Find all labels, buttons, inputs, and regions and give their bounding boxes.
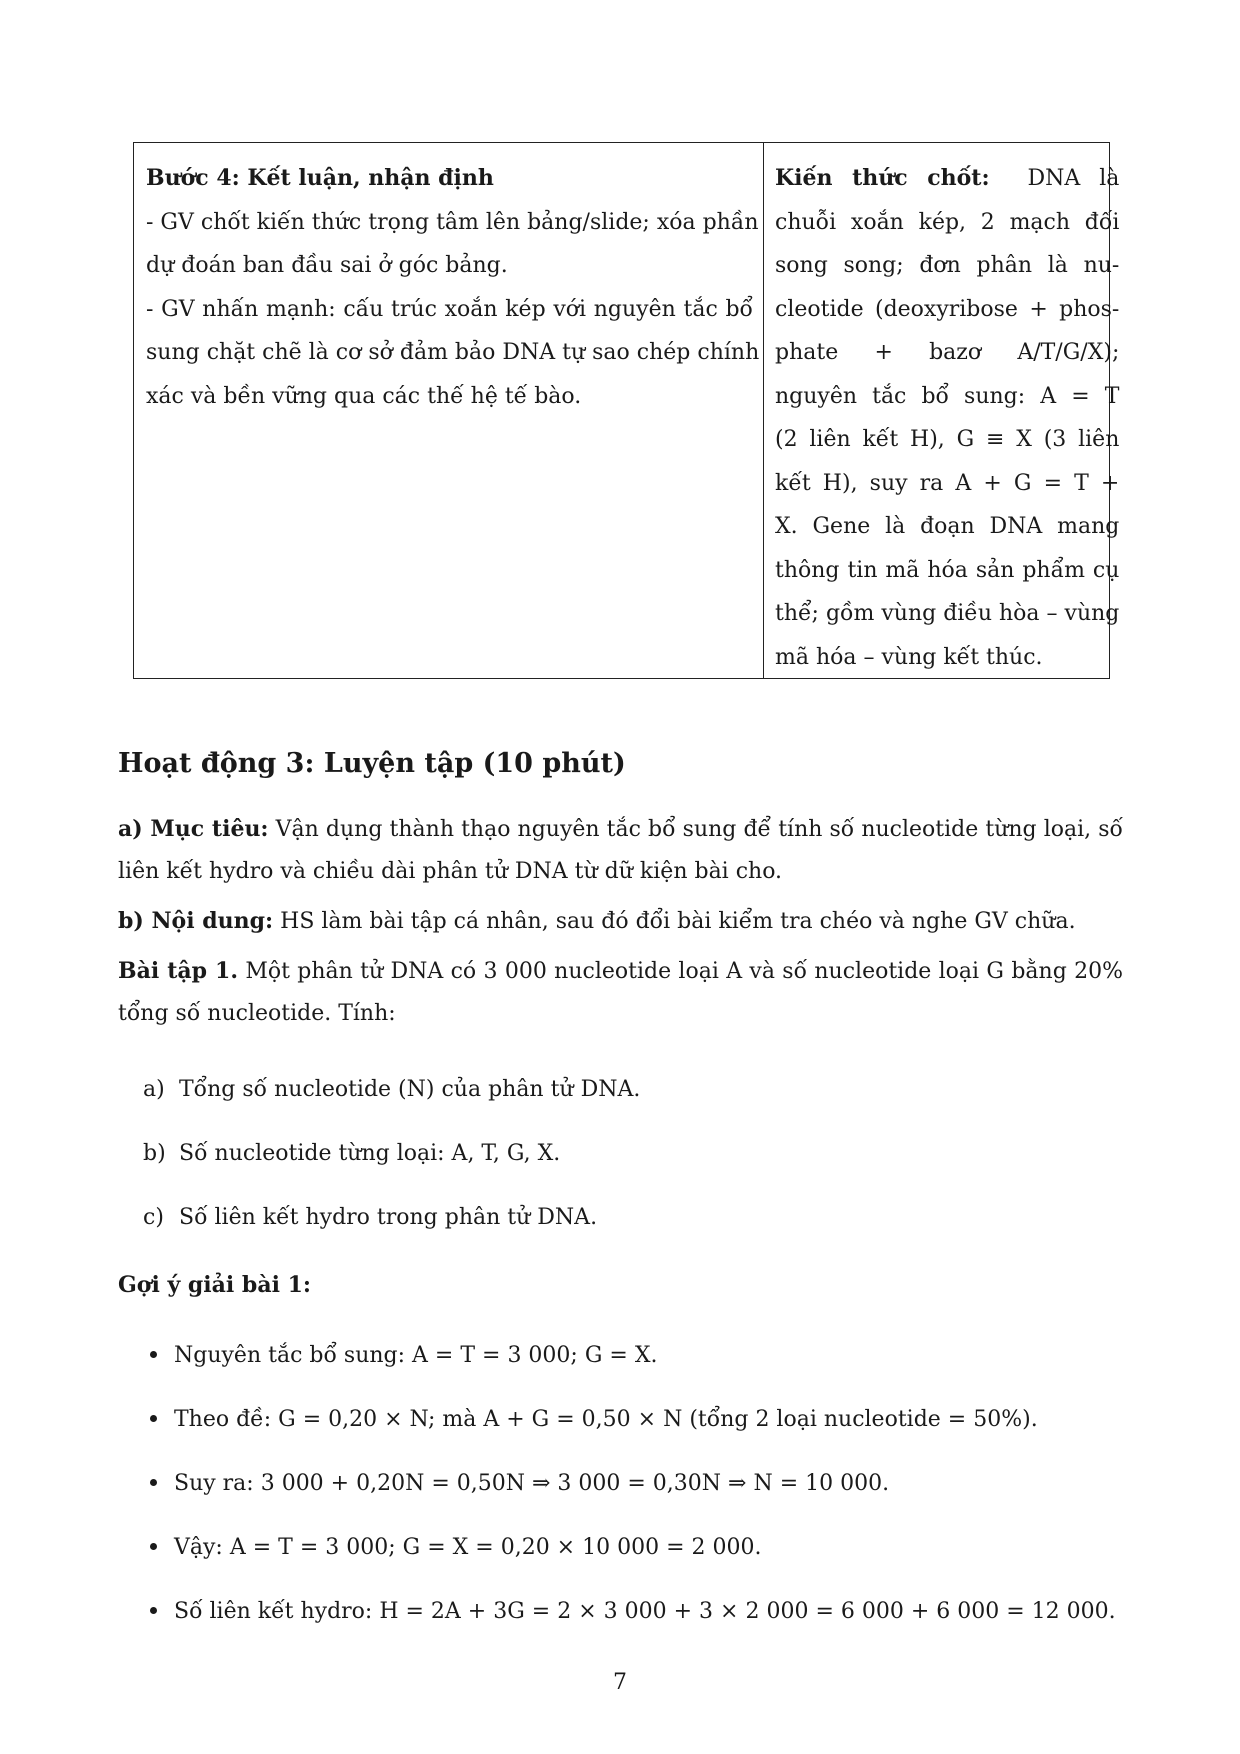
key-knowledge-line: Kiến thức chốt: DNA là: [775, 165, 1120, 191]
exercise-paragraph: Bài tập 1. Một phân tử DNA có 3 000 nucleotide loại A và số nucleotide loại G bằng 20% tổng số nucleotide. Tính:: [118, 958, 1124, 1026]
left-line: sung chặt chẽ là cơ sở đảm bảo DNA tự sao chép chính: [146, 340, 760, 365]
hint-bullet: Suy ra: 3 000 + 0,20N = 0,50N ⇒ 3 000 = 0,30N ⇒ N = 10 000.: [150, 1471, 889, 1496]
goal-paragraph: a) Mục tiêu: Vận dụng thành thạo nguyên tắc bổ sung để tính số nucleotide từng loại, số liên kết hydro và chiều dài phân tử DNA từ dữ kiện bài cho.: [118, 816, 1123, 884]
bullet-icon: [150, 1351, 157, 1358]
key-knowledge-label: Kiến thức chốt:: [775, 165, 990, 191]
right-line: song song; đơn phân là nu-: [775, 253, 1120, 278]
exercise-item: a) Tổng số nucleotide (N) của phân tử DNA.: [143, 1077, 641, 1102]
exercise-label: Bài tập 1.: [118, 958, 238, 984]
right-line: thông tin mã hóa sản phẩm cụ: [775, 557, 1120, 583]
left-line: - GV nhấn mạnh: cấu trúc xoắn kép với nguyên tắc bổ: [146, 296, 753, 322]
right-line: phate + bazơ A/T/G/X);: [775, 340, 1120, 365]
content-label: b) Nội dung:: [118, 908, 274, 934]
hint-bullet: Theo đề: G = 0,20 × N; mà A + G = 0,50 × N (tổng 2 loại nucleotide = 50%).: [150, 1407, 1038, 1432]
bullet-icon: [150, 1543, 157, 1550]
exercise-item: c) Số liên kết hydro trong phân tử DNA.: [143, 1205, 598, 1230]
left-line: xác và bền vững qua các thế hệ tế bào.: [146, 383, 582, 409]
bullet-icon: [150, 1415, 157, 1422]
hint-bullet: Số liên kết hydro: H = 2A + 3G = 2 × 3 000 + 3 × 2 000 = 6 000 + 6 000 = 12 000.: [150, 1599, 1116, 1624]
bullet-icon: [150, 1479, 157, 1486]
step-title: Bước 4: Kết luận, nhận định: [146, 165, 494, 191]
right-line: nguyên tắc bổ sung: A = T: [775, 383, 1120, 409]
content-paragraph: b) Nội dung: HS làm bài tập cá nhân, sau đó đổi bài kiểm tra chéo và nghe GV chữa.: [118, 908, 1076, 934]
table-right-cell: [764, 143, 1130, 678]
right-line: cleotide (deoxyribose + phos-: [775, 296, 1120, 322]
table-left-cell: [134, 143, 764, 678]
right-line: (2 liên kết H), G ≡ X (3 liên: [775, 427, 1120, 452]
left-line: dự đoán ban đầu sai ở góc bảng.: [146, 253, 508, 278]
right-line: chuỗi xoắn kép, 2 mạch đối: [775, 209, 1120, 235]
right-line: X. Gene là đoạn DNA mang: [775, 514, 1120, 539]
hint-bullet: Nguyên tắc bổ sung: A = T = 3 000; G = X.: [150, 1343, 657, 1368]
section-heading: Hoạt động 3: Luyện tập (10 phút): [118, 748, 626, 779]
goal-label: a) Mục tiêu:: [118, 816, 269, 842]
hint-bullet: Vậy: A = T = 3 000; G = X = 0,20 × 10 000 = 2 000.: [150, 1535, 761, 1560]
exercise-item: b) Số nucleotide từng loại: A, T, G, X.: [143, 1141, 561, 1166]
summary-table: [133, 142, 1120, 679]
right-line: mã hóa – vùng kết thúc.: [775, 644, 1043, 670]
left-line: - GV chốt kiến thức trọng tâm lên bảng/slide; xóa phần: [146, 209, 759, 235]
page-number: 7: [613, 1670, 627, 1695]
bullet-icon: [150, 1607, 157, 1614]
right-line: kết H), suy ra A + G = T +: [775, 470, 1120, 496]
hint-heading: Gợi ý giải bài 1:: [118, 1272, 312, 1298]
right-line: thể; gồm vùng điều hòa – vùng: [775, 601, 1120, 626]
